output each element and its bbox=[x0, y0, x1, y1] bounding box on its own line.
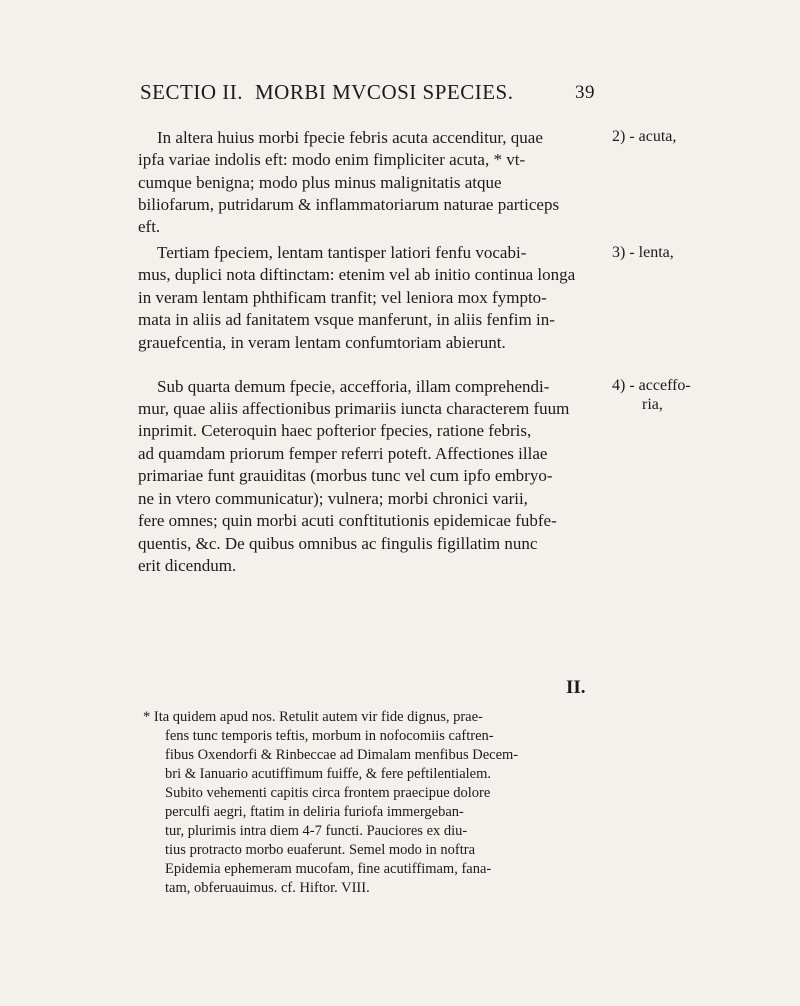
text-line: primariae funt grauiditas (morbus tunc vel cum ipfo embryo- bbox=[138, 466, 553, 485]
text-line: mur, quae aliis affectionibus primariis iuncta characterem fuum bbox=[138, 399, 570, 418]
text-line: fere omnes; quin morbi acuti conftitutionis epidemicae fubfe- bbox=[138, 511, 557, 530]
signature-mark: II. bbox=[566, 677, 586, 698]
text-line: mata in aliis ad fanitatem vsque manferunt, in aliis fenfim in- bbox=[138, 310, 555, 329]
footnote-line: fens tunc temporis teftis, morbum in nofocomiis caftren- bbox=[165, 728, 494, 744]
text-line: mus, duplici nota diftinctam: etenim vel ab initio continua longa bbox=[138, 265, 576, 284]
text-line: Tertiam fpeciem, lentam tantisper latiori fenfu vocabi- bbox=[157, 243, 527, 262]
footnote-line: * Ita quidem apud nos. Retulit autem vir fide dignus, prae- bbox=[143, 709, 483, 725]
text-line: grauefcentia, in veram lentam confumtoriam abierunt. bbox=[138, 333, 506, 352]
text-line: cumque benigna; modo plus minus malignitatis atque bbox=[138, 173, 502, 192]
text-line: ipfa variae indolis eft: modo enim fimpliciter acuta, * vt- bbox=[138, 150, 526, 169]
text-line: ne in vtero communicatur); vulnera; morbi chronici varii, bbox=[138, 489, 528, 508]
text-line: inprimit. Ceteroquin haec pofterior fpecies, ratione febris, bbox=[138, 421, 532, 440]
footnote-line: tur, plurimis intra diem 4-7 functi. Pauciores ex diu- bbox=[165, 823, 468, 839]
page-title: MORBI MVCOSI SPECIES. bbox=[255, 80, 514, 104]
footnote-line: tam, obferuauimus. cf. Hiftor. VIII. bbox=[165, 880, 370, 896]
margin-note: 2) - acuta, bbox=[612, 128, 677, 145]
page-number: 39 bbox=[575, 82, 595, 103]
footnote-line: fibus Oxendorfi & Rinbeccae ad Dimalam menfibus Decem- bbox=[165, 747, 519, 763]
footnote-line: bri & Ianuario acutiffimum fuiffe, & fere peftilentialem. bbox=[165, 766, 491, 782]
text-line: In altera huius morbi fpecie febris acuta accenditur, quae bbox=[157, 128, 543, 147]
text-line: quentis, &c. De quibus omnibus ac fingulis figillatim nunc bbox=[138, 534, 538, 553]
text-line: ad quamdam priorum femper referri poteft. Affectiones illae bbox=[138, 444, 548, 463]
section-label: SECTIO II. bbox=[140, 80, 243, 104]
text-line: Sub quarta demum fpecie, accefforia, illam comprehendi- bbox=[157, 377, 550, 396]
footnote-line: tius protracto morbo euaferunt. Semel modo in noftra bbox=[165, 842, 476, 858]
margin-note: 3) - lenta, bbox=[612, 244, 674, 261]
text-line: erit dicendum. bbox=[138, 556, 237, 575]
margin-note: ria, bbox=[642, 396, 663, 413]
margin-note: 4) - acceffo- bbox=[612, 377, 691, 394]
text-line: biliofarum, putridarum & inflammatoriarum naturae particeps bbox=[138, 195, 560, 214]
footnote-line: Epidemia ephemeram mucofam, fine acutiffimam, fana- bbox=[165, 861, 492, 877]
footnote-line: Subito vehementi capitis circa frontem praecipue dolore bbox=[165, 785, 491, 801]
text-line: in veram lentam phthificam tranfit; vel leniora mox fympto- bbox=[138, 288, 547, 307]
text-line: eft. bbox=[138, 217, 161, 236]
footnote-line: perculfi aegri, ftatim in deliria furiofa immergeban- bbox=[165, 804, 464, 820]
